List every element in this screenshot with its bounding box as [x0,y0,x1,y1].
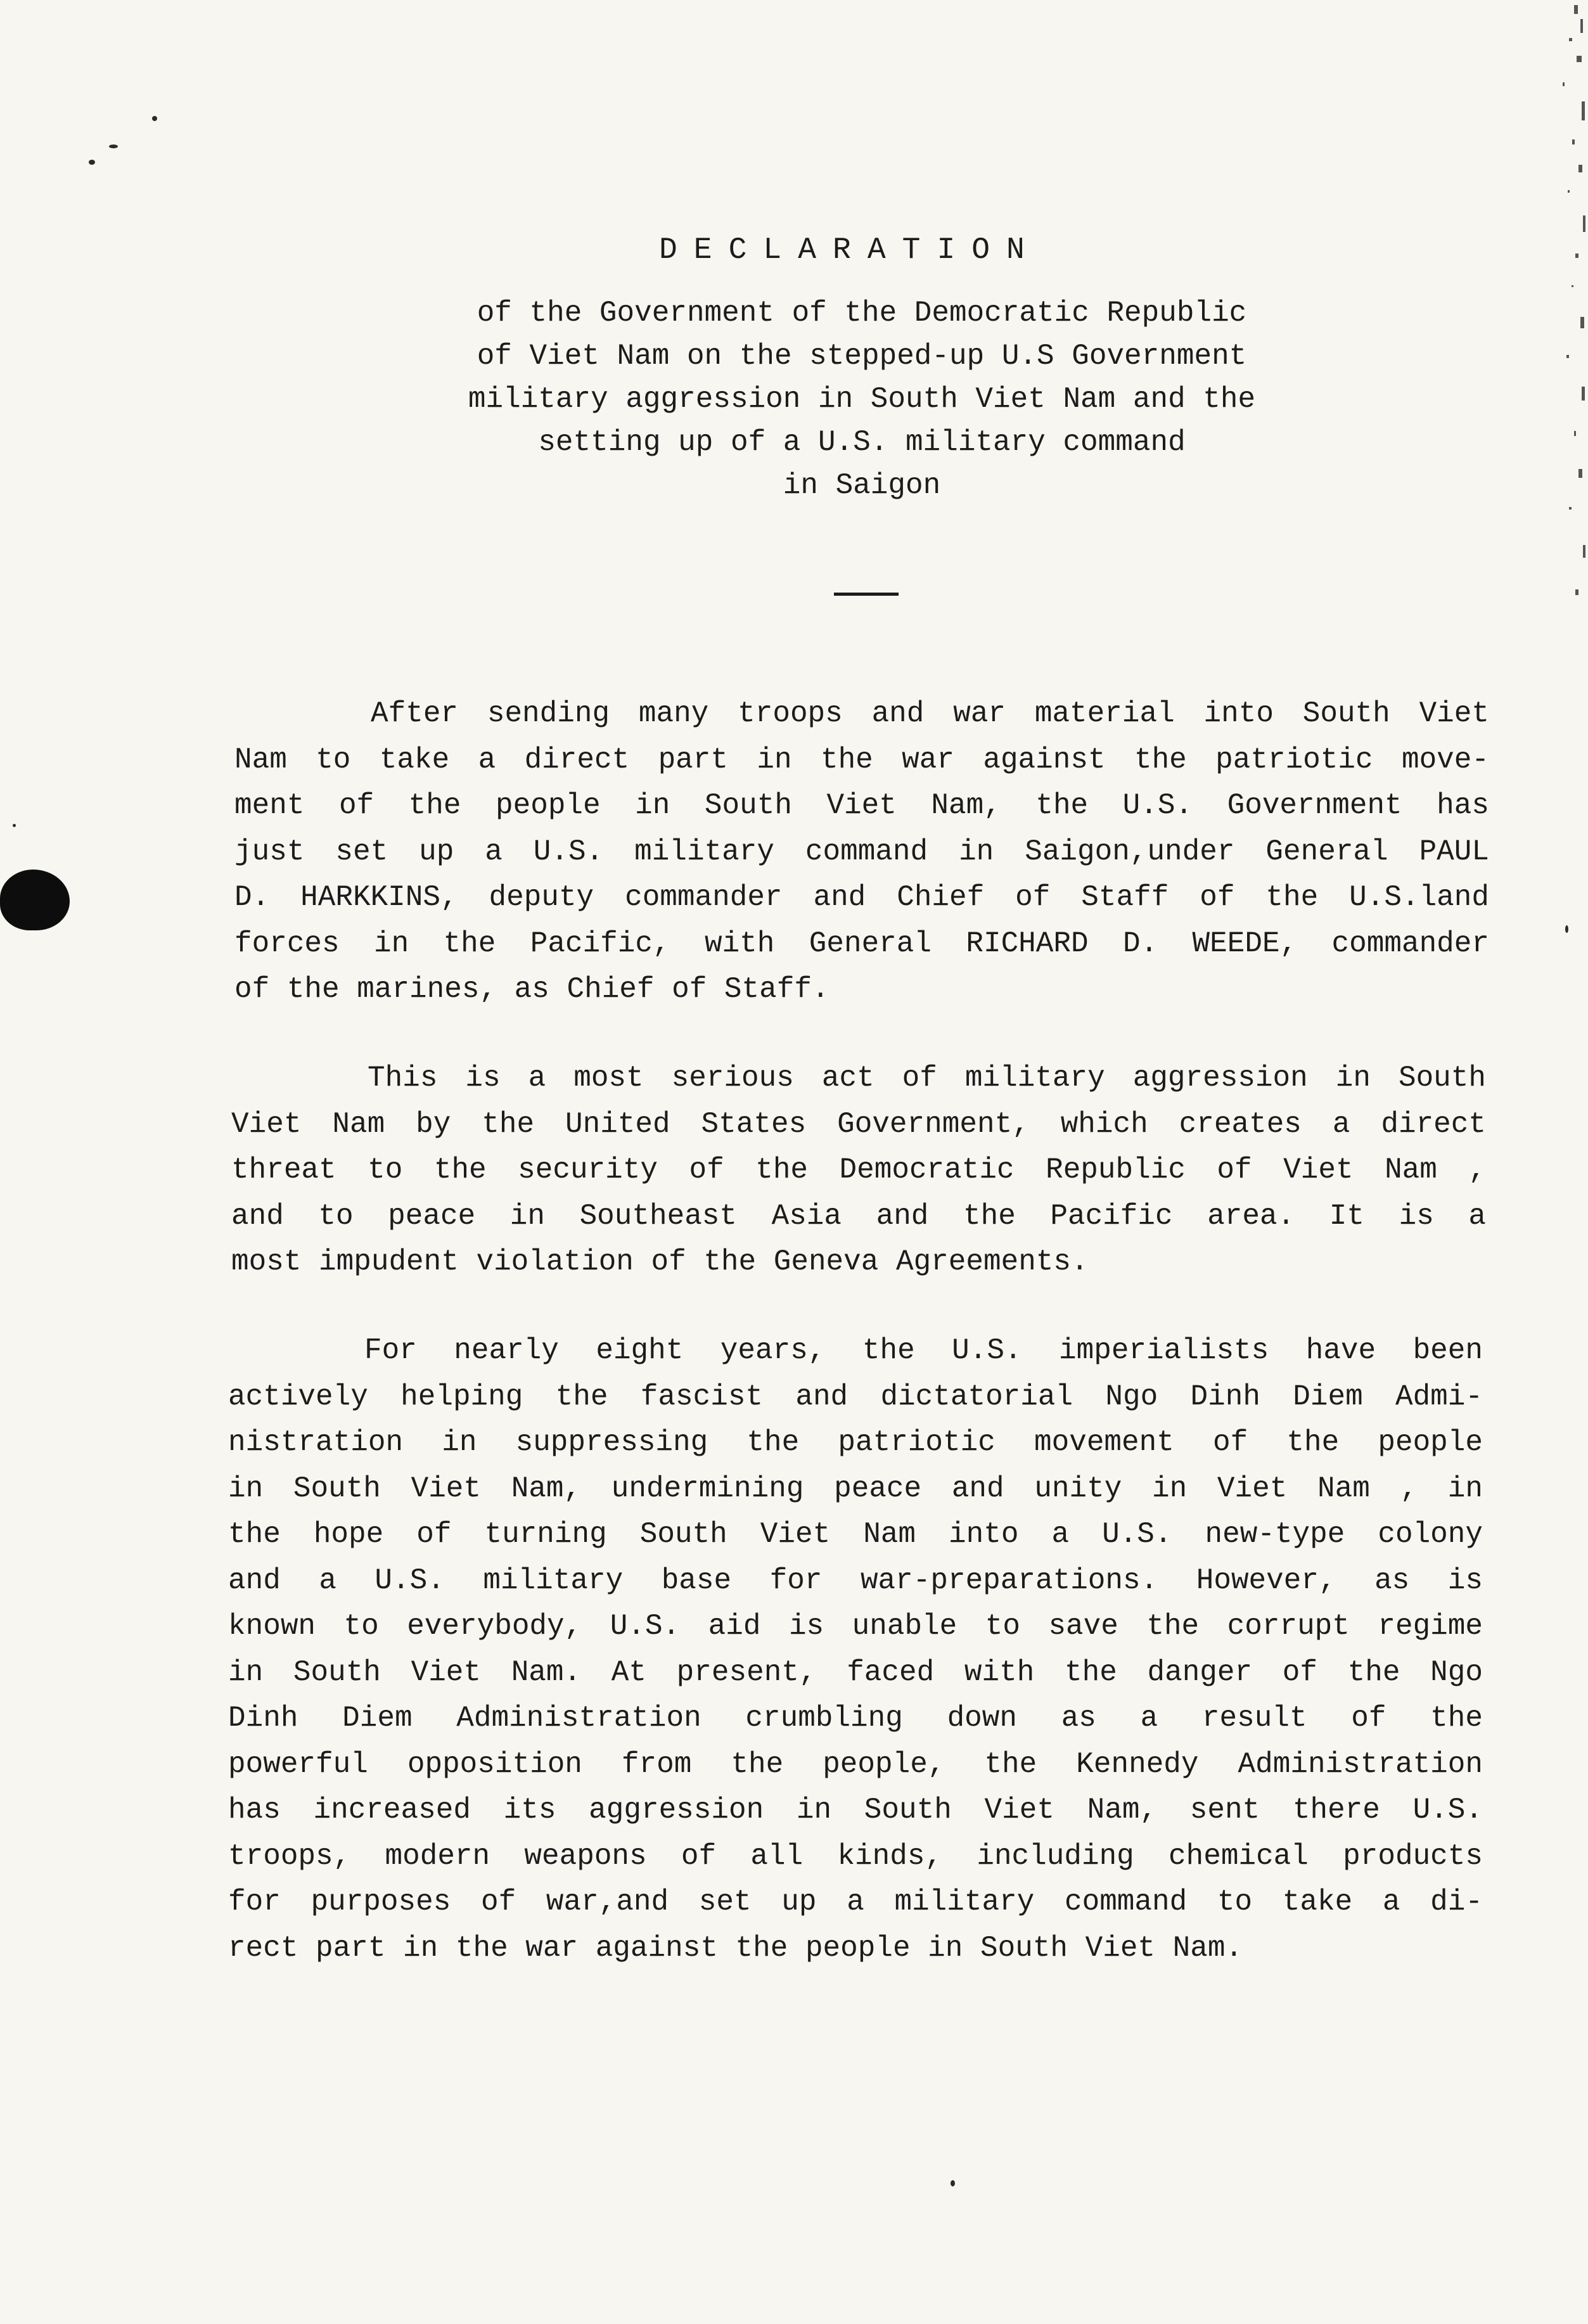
text-line: troops, modern weapons of all kinds, including chemical products [228,1839,1483,1873]
speck [13,824,16,827]
document-title: DECLARATION [659,233,1041,267]
text-line: has increased its aggression in South Viet Nam, sent there U.S. [228,1794,1483,1826]
text-line: powerful opposition from the people, the Kennedy Administration [228,1747,1483,1781]
speck [109,144,118,148]
subtitle-line: of Viet Nam on the stepped-up U.S Government [477,340,1247,373]
text-line: D. HARKKINS, deputy commander and Chief of Staff of the U.S.land [234,881,1489,914]
speck [89,160,95,165]
document-subtitle [406,292,1318,507]
ink-blot [0,870,70,930]
text-line: ment of the people in South Viet Nam, the U.S. Government has [234,789,1489,822]
text-line: and a U.S. military base for war-preparations. However, as is [228,1563,1483,1597]
subtitle-line: in Saigon [783,469,941,502]
text-line: of the marines, as Chief of Staff. [234,973,829,1006]
paragraph-1 [234,691,1489,1013]
text-line: known to everybody, U.S. aid is unable to save the corrupt regime [228,1610,1483,1643]
paragraph-2 [231,1055,1486,1285]
text-line: the hope of turning South Viet Nam into a U.S. new-type colony [228,1518,1483,1551]
text-line: Nam to take a direct part in the war against the patriotic move- [234,743,1489,776]
text-line: and to peace in Southeast Asia and the Pacific area. It is a [231,1199,1486,1233]
speck [951,2180,955,2186]
text-line: threat to the security of the Democratic Republic of Viet Nam , [231,1153,1486,1186]
paragraph-3 [228,1328,1483,1971]
text-line: This is a most serious act of military aggression in South [368,1062,1486,1095]
text-line: Dinh Diem Administration crumbling down as a result of the [228,1702,1483,1735]
text-line: After sending many troops and war material into South Viet [371,697,1489,730]
text-line: forces in the Pacific, with General RICHARD D. WEEDE, commander [234,927,1489,960]
text-line: Viet Nam by the United States Government, which creates a direct [231,1107,1486,1141]
text-line: just set up a U.S. military command in Saigon,under General PAUL [234,835,1489,868]
text-line: for purposes of war,and set up a military command to take a di- [228,1885,1483,1918]
text-line: nistration in suppressing the patriotic movement of the people [228,1426,1483,1459]
text-line: most impudent violation of the Geneva Agreements. [231,1245,1089,1278]
speck [1565,925,1568,933]
scan-edge-noise [1544,0,1588,634]
text-line: in South Viet Nam, undermining peace and unity in Viet Nam , in [228,1472,1483,1505]
speck [152,116,157,121]
text-line: in South Viet Nam. At present, faced with the danger of the Ngo [228,1655,1483,1689]
separator-rule [834,593,899,596]
subtitle-line: military aggression in South Viet Nam and the [468,383,1256,416]
subtitle-line: of the Government of the Democratic Republic [477,297,1247,330]
text-line: rect part in the war against the people in South Viet Nam. [228,1931,1243,1965]
text-line: For nearly eight years, the U.S. imperialists have been [364,1334,1483,1367]
subtitle-line: setting up of a U.S. military command [538,426,1186,459]
text-line: actively helping the fascist and dictatorial Ngo Dinh Diem Admi- [228,1380,1483,1413]
